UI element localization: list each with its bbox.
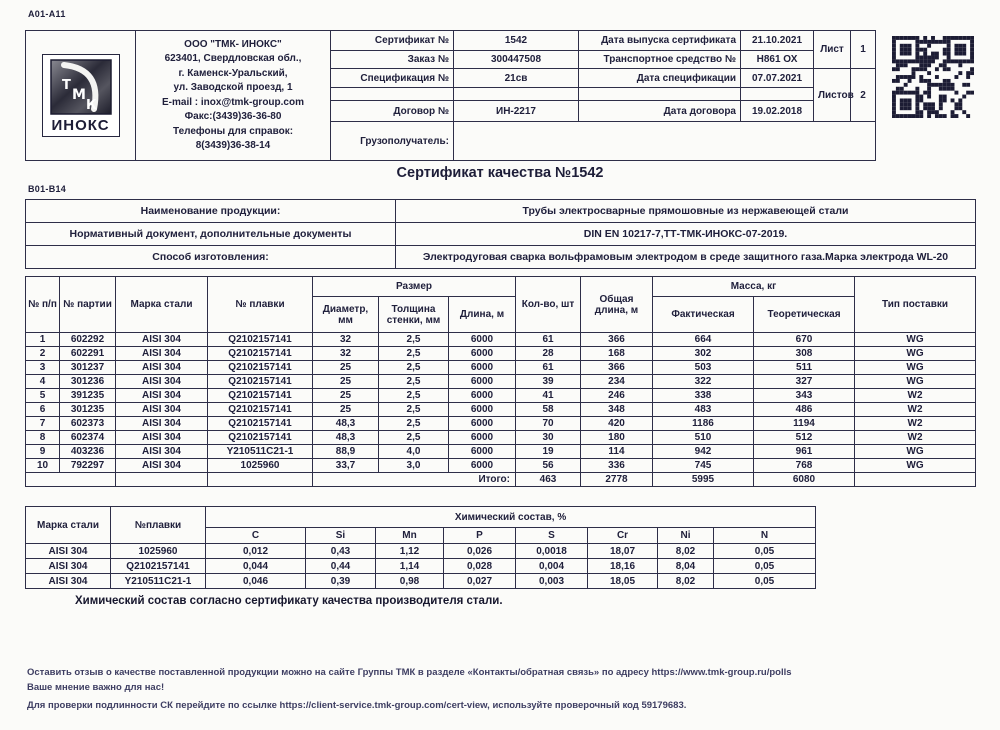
table-cell: 9	[26, 445, 60, 459]
table-row	[26, 544, 816, 559]
table-cell: 792297	[60, 459, 116, 473]
table-cell: 301237	[60, 361, 116, 375]
table-cell: 7	[26, 417, 60, 431]
table-cell: 6000	[449, 403, 516, 417]
table-cell: Q2102157141	[208, 431, 313, 445]
table-cell: 1025960	[111, 544, 206, 559]
table-row	[26, 459, 976, 473]
table-cell: AISI 304	[26, 544, 111, 559]
table-cell: 0,027	[444, 574, 516, 589]
table-cell: 6000	[449, 431, 516, 445]
company-email: E-mail : inox@tmk-group.com	[162, 96, 304, 108]
qr-code	[892, 36, 974, 118]
company-address-3: ул. Заводской проезд, 1	[173, 82, 293, 93]
table-cell: 41	[516, 389, 581, 403]
cert-date-label: Дата выпуска сертификата	[579, 31, 741, 51]
table-cell: WG	[855, 347, 976, 361]
table-cell: 0,028	[444, 559, 516, 574]
form-code-top: A01-A11	[28, 9, 66, 19]
empty-cell	[579, 88, 741, 101]
empty-cell	[741, 88, 814, 101]
table-cell: 2,5	[379, 417, 449, 431]
table-cell: 2,5	[379, 389, 449, 403]
table-cell: 32	[313, 333, 379, 347]
table-cell: W2	[855, 417, 976, 431]
totals-mass-theoretical: 6080	[754, 473, 855, 487]
order-number-value: 300447508	[454, 51, 579, 69]
spec-number-value: 21св	[454, 69, 579, 88]
table-cell: 234	[581, 375, 653, 389]
chem-element-header: Si	[306, 528, 376, 544]
table-row	[26, 375, 976, 389]
table-cell: AISI 304	[116, 431, 208, 445]
table-cell: 503	[653, 361, 754, 375]
table-cell: 18,07	[588, 544, 658, 559]
transport-label: Транспортное средство №	[579, 51, 741, 69]
table-cell: 6000	[449, 445, 516, 459]
tmk-logo	[42, 54, 120, 137]
company-info	[136, 31, 331, 161]
manufacture-method-value: Электродуговая сварка вольфрамовым электродом в среде защитного газа.Марка электрода WL-20	[396, 246, 976, 269]
col-total-length: Общая длина, м	[581, 277, 653, 333]
table-cell: 8,04	[658, 559, 714, 574]
table-cell: 0,98	[376, 574, 444, 589]
table-cell: 0,012	[206, 544, 306, 559]
table-cell: AISI 304	[116, 459, 208, 473]
col-mass-theoretical: Теоретическая	[754, 297, 855, 333]
table-row	[26, 445, 976, 459]
table-cell: Q2102157141	[208, 361, 313, 375]
table-cell: 602292	[60, 333, 116, 347]
table-cell: 2	[26, 347, 60, 361]
empty-cell	[454, 88, 579, 101]
table-cell: 58	[516, 403, 581, 417]
table-cell: W2	[855, 403, 976, 417]
table-cell: 486	[754, 403, 855, 417]
table-cell: 0,05	[714, 544, 816, 559]
table-cell: 6000	[449, 333, 516, 347]
table-cell: 114	[581, 445, 653, 459]
empty-cell	[208, 473, 313, 487]
table-cell: AISI 304	[26, 574, 111, 589]
table-cell: 483	[653, 403, 754, 417]
tmk-logo-icon	[50, 59, 112, 115]
table-cell: 512	[754, 431, 855, 445]
contract-date-label: Дата договора	[579, 101, 741, 122]
table-cell: 39	[516, 375, 581, 389]
table-cell: 61	[516, 361, 581, 375]
table-cell: AISI 304	[116, 361, 208, 375]
table-cell: 70	[516, 417, 581, 431]
table-cell: 602291	[60, 347, 116, 361]
table-cell: 302	[653, 347, 754, 361]
table-cell: 366	[581, 361, 653, 375]
table-cell: 338	[653, 389, 754, 403]
normative-doc-value: DIN EN 10217-7,ТТ-ТМК-ИНОКС-07-2019.	[396, 223, 976, 246]
table-cell: 4	[26, 375, 60, 389]
cert-number-value: 1542	[454, 31, 579, 51]
table-cell: 0,05	[714, 574, 816, 589]
table-cell: 6000	[449, 375, 516, 389]
table-cell: 19	[516, 445, 581, 459]
table-cell: 403236	[60, 445, 116, 459]
table-cell: 56	[516, 459, 581, 473]
table-cell: 511	[754, 361, 855, 375]
table-cell: 336	[581, 459, 653, 473]
table-cell: 768	[754, 459, 855, 473]
table-cell: 1,12	[376, 544, 444, 559]
totals-row	[26, 473, 976, 487]
table-cell: Q2102157141	[208, 333, 313, 347]
sheets-label: Листов	[814, 69, 851, 122]
table-row	[26, 403, 976, 417]
empty-cell	[116, 473, 208, 487]
col-size-group: Размер	[313, 277, 516, 297]
table-cell: 0,0018	[516, 544, 588, 559]
table-cell: Q2102157141	[208, 389, 313, 403]
chem-element-header: N	[714, 528, 816, 544]
table-cell: WG	[855, 333, 976, 347]
table-cell: 0,39	[306, 574, 376, 589]
table-cell: 30	[516, 431, 581, 445]
col-wall: Толщина стенки, мм	[379, 297, 449, 333]
chem-col-grade: Марка стали	[26, 507, 111, 544]
company-fax: Факс:(3439)36-36-80	[184, 111, 282, 122]
table-cell: 246	[581, 389, 653, 403]
table-cell: 0,43	[306, 544, 376, 559]
header-table	[25, 30, 876, 161]
empty-cell	[331, 88, 454, 101]
table-cell: 602373	[60, 417, 116, 431]
sheet-value: 1	[851, 31, 876, 69]
page-title: Сертификат качества №1542	[396, 165, 604, 181]
table-row	[26, 361, 976, 375]
table-cell: 322	[653, 375, 754, 389]
col-length: Длина, м	[449, 297, 516, 333]
table-cell: 8,02	[658, 574, 714, 589]
normative-doc-label: Нормативный документ, дополнительные документы	[26, 223, 396, 246]
svg-text:М: М	[71, 87, 86, 103]
table-cell: 0,44	[306, 559, 376, 574]
table-cell: 25	[313, 403, 379, 417]
table-cell: AISI 304	[116, 389, 208, 403]
table-cell: 8	[26, 431, 60, 445]
table-cell: 343	[754, 389, 855, 403]
table-cell: 6000	[449, 347, 516, 361]
table-cell: 25	[313, 361, 379, 375]
logo-subbrand: ИНОКС	[51, 117, 110, 134]
table-cell: 6	[26, 403, 60, 417]
table-cell: 602374	[60, 431, 116, 445]
table-cell: 670	[754, 333, 855, 347]
table-row	[26, 574, 816, 589]
empty-cell	[855, 473, 976, 487]
chem-col-heat: №плавки	[111, 507, 206, 544]
chem-element-header: P	[444, 528, 516, 544]
chem-element-header: S	[516, 528, 588, 544]
table-cell: 366	[581, 333, 653, 347]
feedback-note: Оставить отзыв о качестве поставленной продукции можно на сайте Группы ТМК в разделе «Контакты/обратная связь» по адресу https://www.tmk-group.ru/polls	[27, 667, 792, 678]
chem-group-header: Химический состав, %	[206, 507, 816, 528]
table-cell: Q2102157141	[208, 375, 313, 389]
svg-text:К: К	[85, 98, 97, 113]
col-delivery: Тип поставки	[855, 277, 976, 333]
col-num: № п/п	[26, 277, 60, 333]
company-phone: 8(3439)36-38-14	[195, 140, 271, 151]
col-qty: Кол-во, шт	[516, 277, 581, 333]
table-cell: 420	[581, 417, 653, 431]
order-number-label: Заказ №	[331, 51, 454, 69]
table-cell: 1186	[653, 417, 754, 431]
spec-date-label: Дата спецификации	[579, 69, 741, 88]
table-cell: 180	[581, 431, 653, 445]
spec-number-label: Спецификация №	[331, 69, 454, 88]
cert-number-label: Сертификат №	[331, 31, 454, 51]
col-mass-group: Масса, кг	[653, 277, 855, 297]
product-info-table	[25, 199, 976, 269]
table-cell: 88,9	[313, 445, 379, 459]
table-cell: 745	[653, 459, 754, 473]
pipes-table	[25, 276, 976, 487]
table-cell: 25	[313, 375, 379, 389]
sheet-label: Лист	[814, 31, 851, 69]
chem-element-header: Mn	[376, 528, 444, 544]
table-cell: Q2102157141	[208, 347, 313, 361]
table-cell: 664	[653, 333, 754, 347]
company-logo-cell	[26, 31, 136, 161]
product-name-label: Наименование продукции:	[26, 200, 396, 223]
table-cell: Y210511C21-1	[111, 574, 206, 589]
table-cell: 25	[313, 389, 379, 403]
sheets-value: 2	[851, 69, 876, 122]
col-batch: № партии	[60, 277, 116, 333]
table-row	[26, 559, 816, 574]
table-cell: 1025960	[208, 459, 313, 473]
table-cell: 33,7	[313, 459, 379, 473]
table-cell: 5	[26, 389, 60, 403]
table-cell: 2,5	[379, 431, 449, 445]
table-cell: 6000	[449, 361, 516, 375]
table-cell: 301236	[60, 375, 116, 389]
table-cell: 168	[581, 347, 653, 361]
table-cell: 301235	[60, 403, 116, 417]
table-cell: 942	[653, 445, 754, 459]
table-cell: 1,14	[376, 559, 444, 574]
table-cell: 0,026	[444, 544, 516, 559]
table-row	[26, 417, 976, 431]
col-heat: № плавки	[208, 277, 313, 333]
table-cell: 32	[313, 347, 379, 361]
table-cell: 2,5	[379, 361, 449, 375]
table-cell: WG	[855, 361, 976, 375]
col-grade: Марка стали	[116, 277, 208, 333]
table-cell: Q2102157141	[208, 403, 313, 417]
contract-number-value: ИН-2217	[454, 101, 579, 122]
table-cell: 510	[653, 431, 754, 445]
form-code-mid: B01-B14	[28, 184, 67, 194]
table-cell: 0,046	[206, 574, 306, 589]
table-cell: 308	[754, 347, 855, 361]
consignee-value	[454, 122, 876, 161]
consignee-label: Грузополучатель:	[331, 122, 454, 161]
table-cell: AISI 304	[116, 403, 208, 417]
totals-mass-actual: 5995	[653, 473, 754, 487]
table-cell: 391235	[60, 389, 116, 403]
table-cell: AISI 304	[116, 347, 208, 361]
table-cell: WG	[855, 375, 976, 389]
svg-text:Т: Т	[61, 78, 71, 93]
cert-date-value: 21.10.2021	[741, 31, 814, 51]
table-cell: 6000	[449, 459, 516, 473]
table-cell: Y210511C21-1	[208, 445, 313, 459]
table-cell: 10	[26, 459, 60, 473]
table-cell: 3	[26, 361, 60, 375]
table-cell: W2	[855, 431, 976, 445]
table-cell: 2,5	[379, 375, 449, 389]
table-cell: 6000	[449, 389, 516, 403]
table-cell: AISI 304	[116, 445, 208, 459]
table-cell: 348	[581, 403, 653, 417]
table-cell: 327	[754, 375, 855, 389]
contract-date-value: 19.02.2018	[741, 101, 814, 122]
totals-length: 2778	[581, 473, 653, 487]
totals-qty: 463	[516, 473, 581, 487]
product-name-value: Трубы электросварные прямошовные из нержавеющей стали	[396, 200, 976, 223]
table-cell: 48,3	[313, 431, 379, 445]
company-name: ООО "ТМК- ИНОКС"	[184, 38, 282, 50]
table-cell: 48,3	[313, 417, 379, 431]
chemistry-table	[25, 506, 816, 589]
spec-date-value: 07.07.2021	[741, 69, 814, 88]
table-cell: 1	[26, 333, 60, 347]
contract-number-label: Договор №	[331, 101, 454, 122]
table-cell: AISI 304	[116, 375, 208, 389]
table-row	[26, 389, 976, 403]
table-cell: WG	[855, 459, 976, 473]
company-address-2: г. Каменск-Уральский,	[178, 67, 288, 79]
chem-element-header: C	[206, 528, 306, 544]
col-mass-actual: Фактическая	[653, 297, 754, 333]
table-cell: 3,0	[379, 459, 449, 473]
table-cell: 18,05	[588, 574, 658, 589]
totals-label: Итого:	[313, 473, 516, 487]
chem-element-header: Ni	[658, 528, 714, 544]
table-cell: 6000	[449, 417, 516, 431]
table-cell: 961	[754, 445, 855, 459]
table-cell: 28	[516, 347, 581, 361]
opinion-note: Ваше мнение важно для нас!	[27, 682, 165, 693]
table-cell: AISI 304	[26, 559, 111, 574]
table-cell: 2,5	[379, 347, 449, 361]
company-phone-label: Телефоны для справок:	[172, 125, 294, 137]
table-cell: 8,02	[658, 544, 714, 559]
table-cell: Q2102157141	[208, 417, 313, 431]
table-cell: 4,0	[379, 445, 449, 459]
company-address-1: 623401, Свердловская обл.,	[164, 53, 302, 64]
table-row	[26, 347, 976, 361]
table-cell: AISI 304	[116, 417, 208, 431]
chem-element-header: Cr	[588, 528, 658, 544]
table-cell: 61	[516, 333, 581, 347]
table-cell: Q2102157141	[111, 559, 206, 574]
table-cell: 0,05	[714, 559, 816, 574]
transport-value: Н861 ОХ	[741, 51, 814, 69]
table-cell: 2,5	[379, 403, 449, 417]
table-row	[26, 431, 976, 445]
table-cell: 0,044	[206, 559, 306, 574]
manufacture-method-label: Способ изготовления:	[26, 246, 396, 269]
table-cell: WG	[855, 445, 976, 459]
table-cell: 0,003	[516, 574, 588, 589]
table-cell: W2	[855, 389, 976, 403]
verification-note: Для проверки подлинности СК перейдите по ссылке https://client-service.tmk-group.com/cert-view, используйте проверочный код 59179683.	[27, 700, 687, 711]
table-cell: 1194	[754, 417, 855, 431]
col-diameter: Диаметр, мм	[313, 297, 379, 333]
table-cell: 18,16	[588, 559, 658, 574]
table-row	[26, 333, 976, 347]
chemistry-note: Химический состав согласно сертификату качества производителя стали.	[75, 595, 503, 607]
empty-cell	[26, 473, 116, 487]
table-cell: 2,5	[379, 333, 449, 347]
table-cell: 0,004	[516, 559, 588, 574]
table-cell: AISI 304	[116, 333, 208, 347]
